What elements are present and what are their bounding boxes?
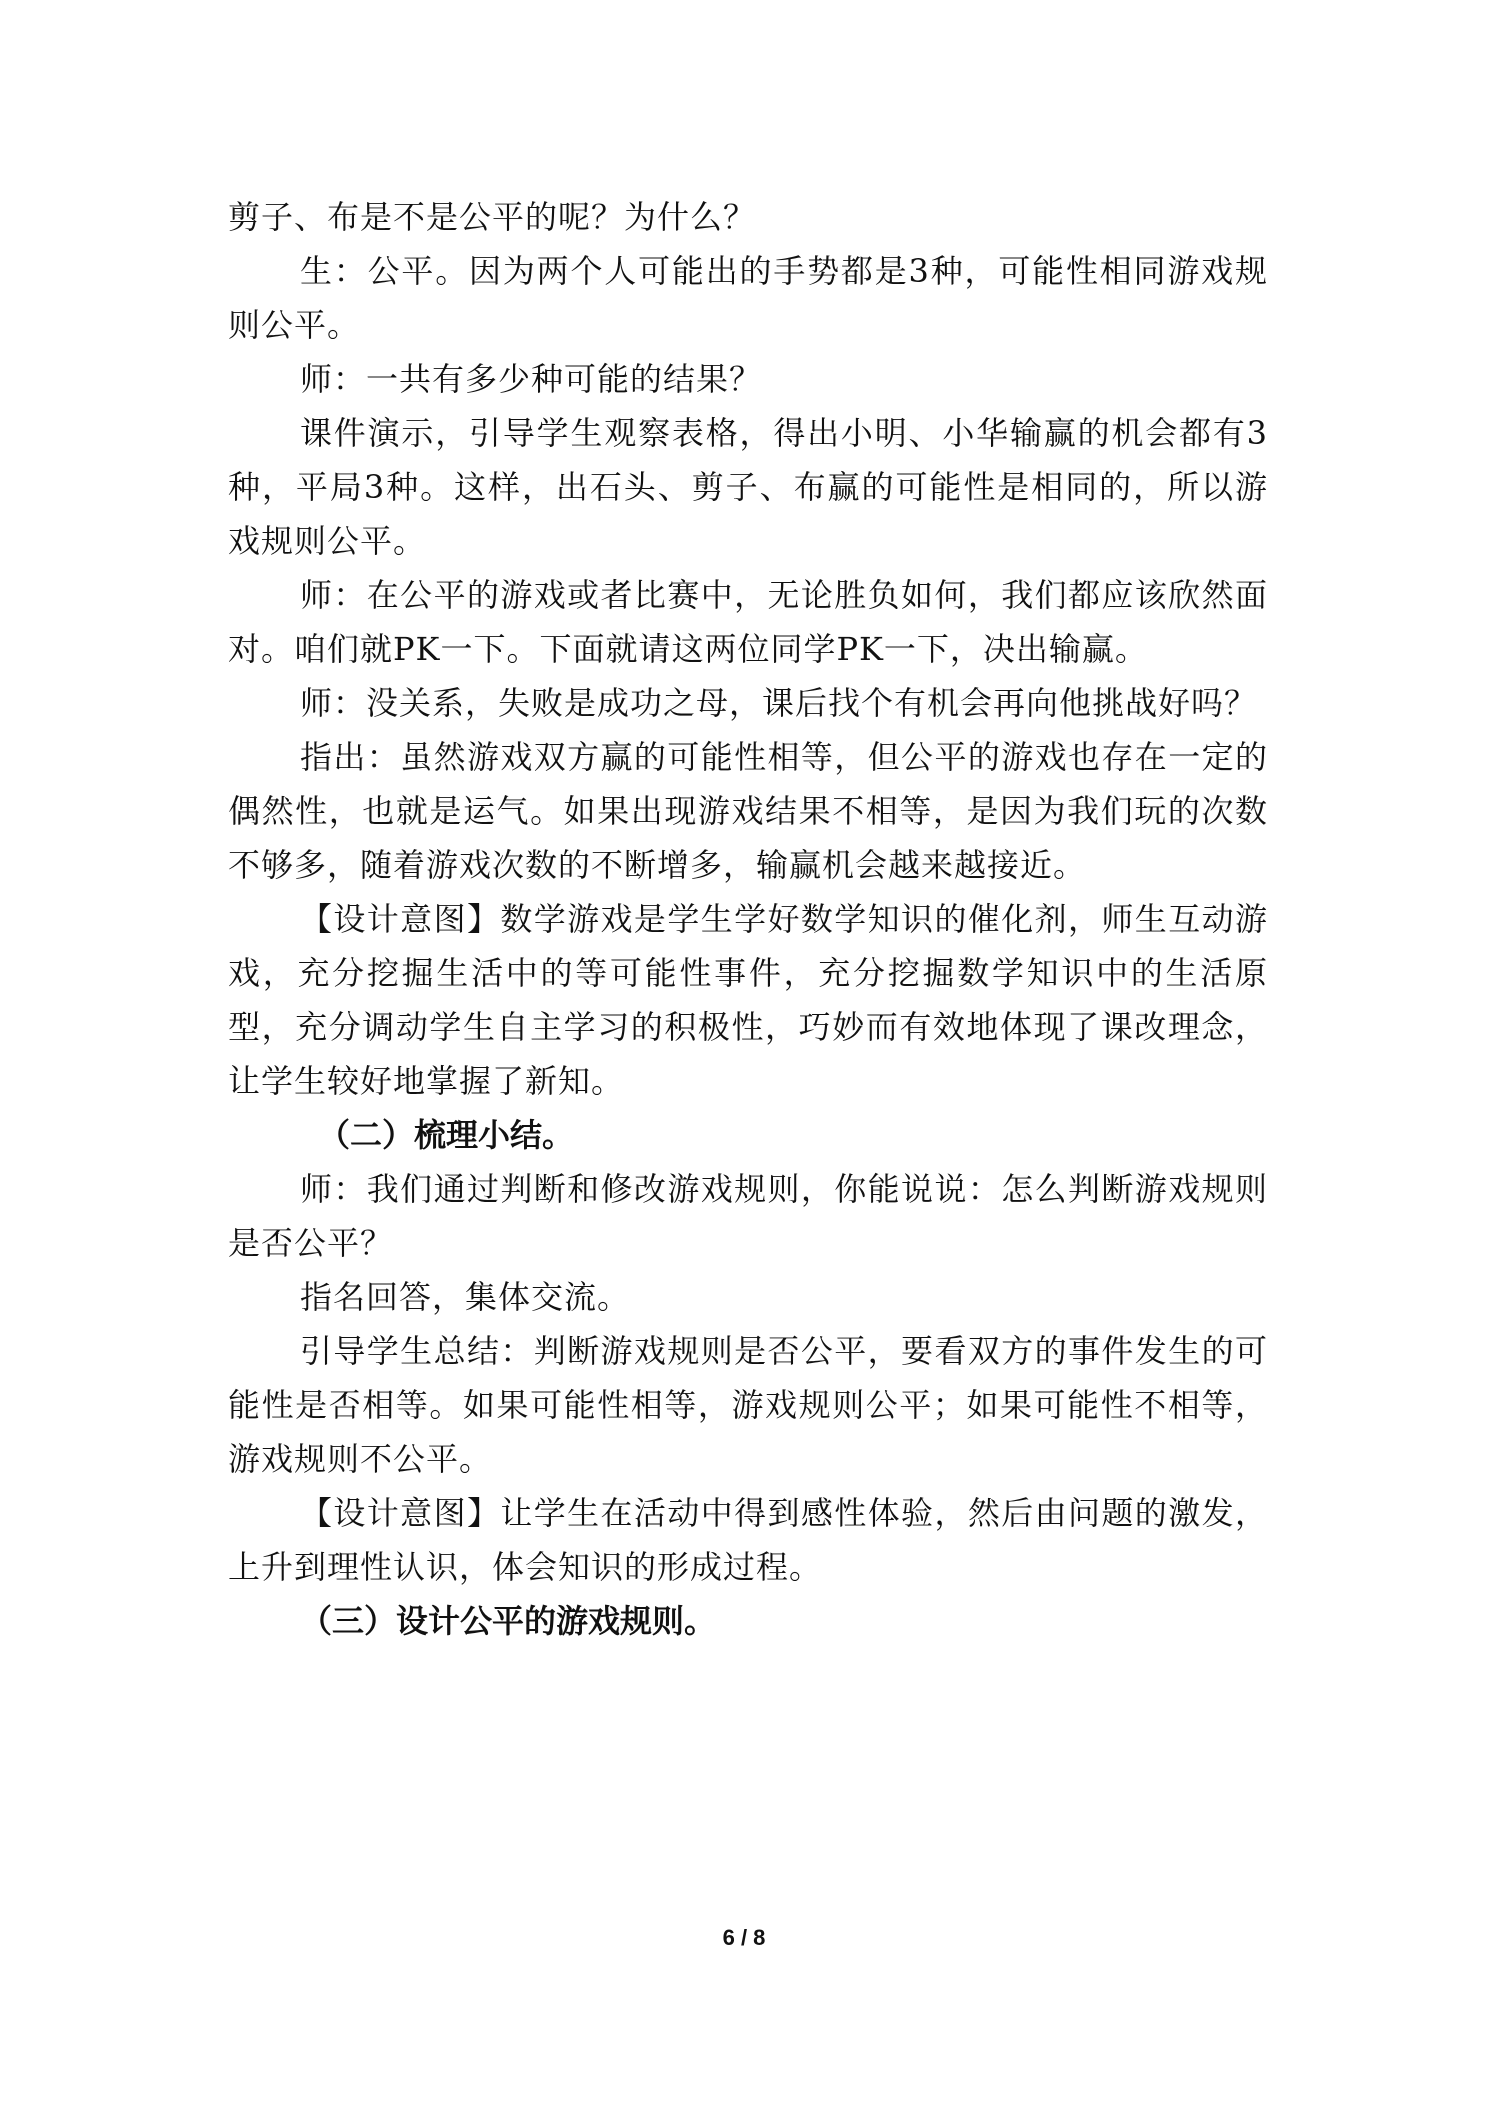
document-page bbox=[228, 190, 1268, 1648]
section-heading-design-rules: （三）设计公平的游戏规则。 bbox=[300, 1602, 717, 1640]
paragraph-student-answer: 生：公平。因为两个人可能出的手势都是3种，可能性相同游戏规则公平。 bbox=[228, 252, 1268, 344]
paragraph-courseware-demo: 课件演示，引导学生观察表格，得出小明、小华输赢的机会都有3种，平局3种。这样，出石头、剪子、布赢的可能性是相同的，所以游戏规则公平。 bbox=[228, 414, 1268, 560]
paragraph-design-intent-2: 【设计意图】让学生在活动中得到感性体验，然后由问题的激发，上升到理性认识，体会知识的形成过程。 bbox=[228, 1494, 1268, 1586]
paragraph-answer-exchange: 指名回答，集体交流。 bbox=[300, 1278, 631, 1316]
paragraph-guide-summary: 引导学生总结：判断游戏规则是否公平，要看双方的事件发生的可能性是否相等。如果可能性相等，游戏规则公平；如果可能性不相等，游戏规则不公平。 bbox=[228, 1332, 1268, 1478]
paragraph-teacher-question: 师：一共有多少种可能的结果？ bbox=[300, 360, 763, 398]
paragraph-design-intent-1: 【设计意图】数学游戏是学生学好数学知识的催化剂，师生互动游戏，充分挖掘生活中的等可能性事件，充分挖掘数学知识中的生活原型，充分调动学生自主学习的积极性，巧妙而有效地体现了课改理念，让学生较好地掌握了新知。 bbox=[228, 900, 1268, 1100]
paragraph-teacher-pk: 师：在公平的游戏或者比赛中，无论胜负如何，我们都应该欣然面对。咱们就PK一下。下面就请这两位同学PK一下，决出输赢。 bbox=[228, 576, 1268, 668]
paragraph-teacher-encourage: 师：没关系，失败是成功之母，课后找个有机会再向他挑战好吗？ bbox=[300, 684, 1258, 722]
page-number: 6 / 8 bbox=[722, 1925, 766, 1950]
paragraph-teacher-summary-question: 师：我们通过判断和修改游戏规则，你能说说：怎么判断游戏规则是否公平？ bbox=[228, 1170, 1268, 1262]
paragraph-point-out: 指出：虽然游戏双方赢的可能性相等，但公平的游戏也存在一定的偶然性，也就是运气。如果出现游戏结果不相等，是因为我们玩的次数不够多，随着游戏次数的不断增多，输赢机会越来越接近。 bbox=[228, 738, 1268, 884]
section-heading-summary: （二）梳理小结。 bbox=[318, 1116, 575, 1154]
paragraph-continuation: 剪子、布是不是公平的呢？为什么？ bbox=[228, 198, 757, 236]
